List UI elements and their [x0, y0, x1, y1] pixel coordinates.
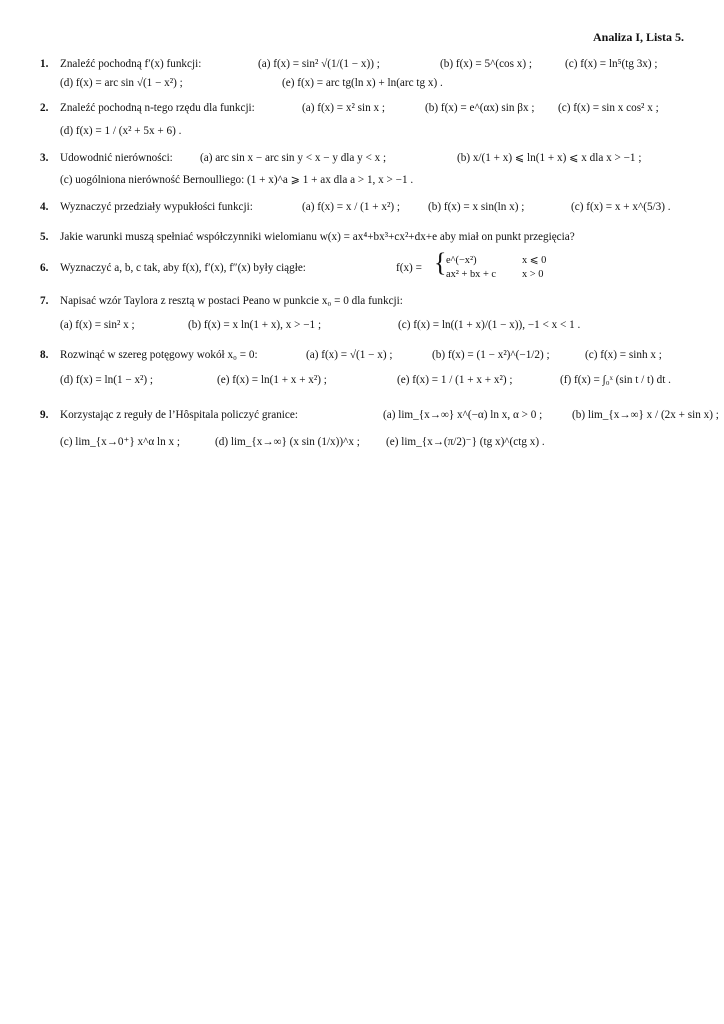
problem-number: 7.	[40, 295, 49, 307]
item-1b: (b) f(x) = 5^(cos x) ;	[440, 58, 533, 70]
item-1a: (a) f(x) = sin² √(1/(1 − x)) ;	[258, 58, 380, 70]
problem-text: Jakie warunki muszą spełniać współczynniki wielomianu w(x) = ax⁴+bx³+cx²+dx+e aby miał on punkt przegięcia?	[60, 231, 575, 243]
piecewise-label: f(x) =	[396, 262, 422, 274]
item-9d: (d) lim_{x→∞} (x sin (1/x))^x ;	[215, 436, 360, 448]
item-8e-second: (e) f(x) = 1 / (1 + x + x²) ;	[397, 374, 513, 386]
item-9c: (c) lim_{x→0⁺} x^α ln x ;	[60, 436, 181, 448]
item-9e: (e) lim_{x→(π/2)⁻} (tg x)^(ctg x) .	[386, 436, 545, 448]
item-2d: (d) f(x) = 1 / (x² + 5x + 6) .	[60, 125, 182, 137]
item-1c: (c) f(x) = ln⁵(tg 3x) ;	[565, 58, 658, 70]
problem-number: 3.	[40, 152, 49, 164]
problem-text: Korzystając z reguły de l’Hôspitala policzyć granice:	[60, 409, 298, 421]
problem-number: 8.	[40, 349, 49, 361]
problem-text: Znaleźć pochodną n-tego rzędu dla funkcji:	[60, 102, 255, 114]
problem-text: Udowodnić nierówności:	[60, 152, 173, 164]
item-4c: (c) f(x) = x + x^(5/3) .	[571, 201, 671, 213]
problem-text: Wyznaczyć przedziały wypukłości funkcji:	[60, 201, 253, 213]
item-2a: (a) f(x) = x² sin x ;	[302, 102, 385, 114]
problem-number: 2.	[40, 102, 49, 114]
item-2c: (c) f(x) = sin x cos² x ;	[558, 102, 659, 114]
item-4a: (a) f(x) = x / (1 + x²) ;	[302, 201, 400, 213]
problem-text: Wyznaczyć a, b, c tak, aby f(x), f′(x), f″(x) były ciągłe:	[60, 262, 306, 274]
item-8d: (d) f(x) = ln(1 − x²) ;	[60, 374, 154, 386]
problem-number: 1.	[40, 58, 49, 70]
item-7b: (b) f(x) = x ln(1 + x), x > −1 ;	[188, 319, 322, 331]
item-4b: (b) f(x) = x sin(ln x) ;	[428, 201, 525, 213]
problem-number: 6.	[40, 262, 49, 274]
problem-text: Napisać wzór Taylora z resztą w postaci Peano w punkcie x₀ = 0 dla funkcji:	[60, 295, 403, 307]
item-3a: (a) arc sin x − arc sin y < x − y dla y < x ;	[200, 152, 387, 164]
item-3c: (c) uogólniona nierówność Bernoulliego: (1 + x)^a ⩾ 1 + ax dla a > 1, x > −1 .	[60, 174, 414, 186]
item-9b: (b) lim_{x→∞} x / (2x + sin x) ;	[572, 409, 719, 421]
item-9a: (a) lim_{x→∞} x^(−α) ln x, α > 0 ;	[383, 409, 543, 421]
item-8c: (c) f(x) = sinh x ;	[585, 349, 662, 361]
item-2b: (b) f(x) = e^(αx) sin βx ;	[425, 102, 535, 114]
item-3b: (b) x/(1 + x) ⩽ ln(1 + x) ⩽ x dla x > −1 ;	[457, 152, 642, 164]
problem-text: Rozwinąć w szereg potęgowy wokół x₀ = 0:	[60, 349, 258, 361]
problem-number: 5.	[40, 231, 49, 243]
piecewise-case-1-cond: x ⩽ 0	[522, 255, 547, 266]
problem-number: 9.	[40, 409, 49, 421]
page-title: Analiza I, Lista 5.	[592, 30, 684, 44]
item-8e: (e) f(x) = ln(1 + x + x²) ;	[217, 374, 327, 386]
item-8f: (f) f(x) = ∫₀ˣ (sin t / t) dt .	[560, 374, 671, 386]
piecewise-case-1-expr: e^(−x²)	[446, 255, 477, 266]
problem-number: 4.	[40, 201, 49, 213]
item-8a: (a) f(x) = √(1 − x) ;	[306, 349, 393, 361]
piecewise-case-2-cond: x > 0	[522, 269, 544, 280]
item-1e: (e) f(x) = arc tg(ln x) + ln(arc tg x) .	[282, 77, 443, 89]
item-7c: (c) f(x) = ln((1 + x)/(1 − x)), −1 < x < 1 .	[398, 319, 581, 331]
piecewise-brace: {	[434, 248, 447, 277]
piecewise-case-2-expr: ax² + bx + c	[446, 269, 497, 280]
item-7a: (a) f(x) = sin² x ;	[60, 319, 135, 331]
problem-text: Znaleźć pochodną f′(x) funkcji:	[60, 58, 202, 70]
item-8b: (b) f(x) = (1 − x²)^(−1/2) ;	[432, 349, 550, 361]
item-1d: (d) f(x) = arc sin √(1 − x²) ;	[60, 77, 183, 89]
